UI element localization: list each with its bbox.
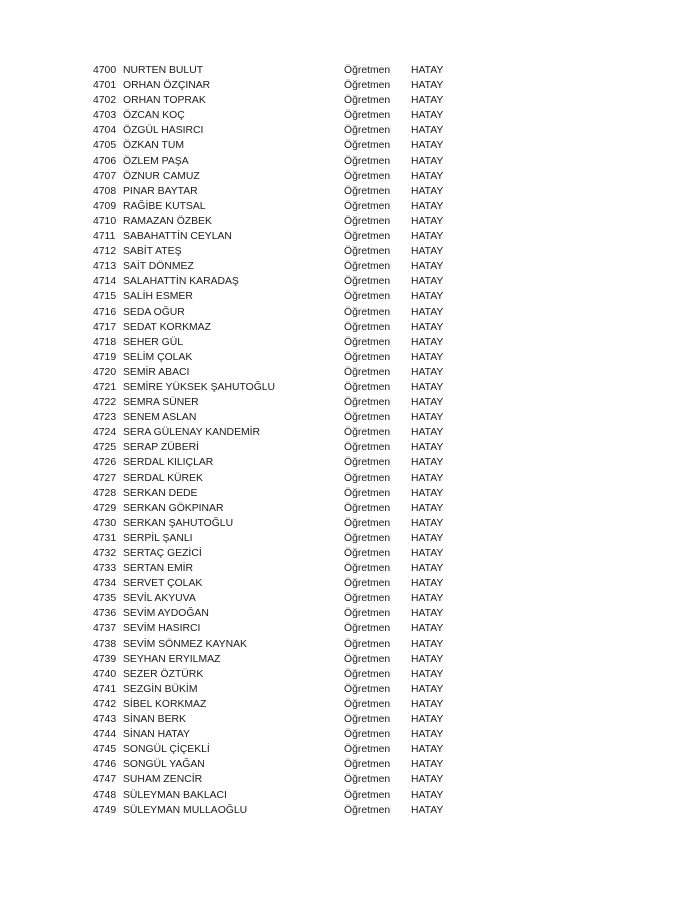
person-title: Öğretmen	[344, 336, 391, 348]
row-number: 4739	[93, 653, 117, 665]
row-number: 4747	[93, 774, 117, 786]
person-city: HATAY	[411, 276, 444, 288]
person-name: SEVİM SÖNMEZ KAYNAK	[123, 638, 247, 650]
row-number: 4714	[93, 276, 117, 288]
person-name: NURTEN BULUT	[123, 65, 204, 76]
person-name: SİNAN BERK	[123, 714, 186, 726]
person-title: Öğretmen	[344, 291, 391, 303]
person-title: Öğretmen	[344, 548, 391, 559]
person-city: HATAY	[411, 291, 444, 303]
person-city: HATAY	[411, 321, 444, 333]
row-number: 4731	[93, 532, 117, 544]
list-item	[93, 637, 473, 652]
list-item	[93, 320, 473, 335]
person-city: HATAY	[411, 140, 444, 152]
person-name: SEMİR ABACI	[123, 366, 190, 378]
list-item	[93, 667, 473, 682]
row-number: 4746	[93, 759, 117, 771]
person-name: SEYHAN ERYILMAZ	[123, 653, 221, 665]
person-title: Öğretmen	[344, 427, 391, 439]
person-title: Öğretmen	[344, 714, 391, 726]
list-item	[93, 576, 473, 591]
person-name: SAİT DÖNMEZ	[123, 261, 194, 273]
person-title: Öğretmen	[344, 95, 391, 107]
person-city: HATAY	[411, 95, 444, 107]
row-number: 4724	[93, 427, 117, 439]
person-name: SERKAN DEDE	[123, 487, 198, 499]
row-number: 4743	[93, 714, 117, 726]
list-item	[93, 531, 473, 546]
person-name: ÖZLEM PAŞA	[123, 155, 189, 167]
person-city: HATAY	[411, 472, 444, 484]
person-name: SABİT ATEŞ	[123, 246, 182, 258]
person-city: HATAY	[411, 668, 444, 680]
row-number: 4748	[93, 789, 117, 801]
list-item	[93, 274, 473, 289]
person-city: HATAY	[411, 744, 444, 756]
person-title: Öğretmen	[344, 80, 391, 92]
row-number: 4704	[93, 125, 117, 137]
list-item	[93, 154, 473, 169]
list-item	[93, 697, 473, 712]
person-city: HATAY	[411, 563, 444, 575]
list-item	[93, 455, 473, 470]
row-number: 4710	[93, 215, 117, 227]
list-item	[93, 501, 473, 516]
personnel-list	[93, 63, 473, 818]
row-number: 4734	[93, 578, 117, 590]
row-number: 4703	[93, 110, 117, 122]
row-number: 4741	[93, 683, 117, 695]
person-city: HATAY	[411, 578, 444, 590]
person-name: SABAHATTİN CEYLAN	[123, 231, 232, 243]
person-name: ÖZNUR CAMUZ	[123, 170, 200, 182]
person-title: Öğretmen	[344, 321, 391, 333]
person-title: Öğretmen	[344, 472, 391, 484]
person-city: HATAY	[411, 487, 444, 499]
person-title: Öğretmen	[344, 170, 391, 182]
person-city: HATAY	[411, 215, 444, 227]
list-item	[93, 365, 473, 380]
person-name: ORHAN ÖZÇINAR	[123, 80, 211, 92]
person-title: Öğretmen	[344, 442, 391, 454]
list-item	[93, 305, 473, 320]
person-city: HATAY	[411, 608, 444, 620]
person-city: HATAY	[411, 336, 444, 348]
row-number: 4738	[93, 638, 117, 650]
list-item	[93, 93, 473, 108]
list-item	[93, 606, 473, 621]
person-title: Öğretmen	[344, 759, 391, 771]
list-item	[93, 440, 473, 455]
person-title: Öğretmen	[344, 246, 391, 258]
person-name: SEHER GÜL	[123, 336, 184, 348]
person-title: Öğretmen	[344, 563, 391, 575]
person-title: Öğretmen	[344, 351, 391, 363]
row-number: 4729	[93, 502, 117, 514]
person-city: HATAY	[411, 155, 444, 167]
person-title: Öğretmen	[344, 110, 391, 122]
row-number: 4749	[93, 804, 117, 816]
person-city: HATAY	[411, 65, 444, 76]
list-item	[93, 259, 473, 274]
person-city: HATAY	[411, 502, 444, 514]
row-number: 4711	[93, 231, 116, 243]
list-item	[93, 395, 473, 410]
person-title: Öğretmen	[344, 200, 391, 212]
list-item	[93, 244, 473, 259]
person-name: ÖZCAN KOÇ	[123, 110, 185, 122]
person-name: SEMİRE YÜKSEK ŞAHUTOĞLU	[123, 381, 276, 393]
row-number: 4717	[93, 321, 117, 333]
row-number: 4712	[93, 246, 117, 258]
person-name: PINAR BAYTAR	[123, 185, 198, 197]
person-title: Öğretmen	[344, 231, 391, 243]
list-item	[93, 138, 473, 153]
person-name: SONGÜL ÇİÇEKLİ	[123, 744, 210, 756]
row-number: 4701	[93, 80, 117, 92]
person-name: SUHAM ZENCİR	[123, 774, 203, 786]
person-name: SEMRA SÜNER	[123, 397, 199, 409]
person-name: RAĞİBE KUTSAL	[123, 200, 206, 212]
person-name: SEVİM AYDOĞAN	[123, 608, 209, 620]
person-title: Öğretmen	[344, 397, 391, 409]
person-title: Öğretmen	[344, 774, 391, 786]
person-title: Öğretmen	[344, 578, 391, 590]
list-item	[93, 380, 473, 395]
list-item	[93, 108, 473, 123]
list-item	[93, 229, 473, 244]
row-number: 4736	[93, 608, 117, 620]
person-city: HATAY	[411, 517, 444, 529]
person-city: HATAY	[411, 774, 444, 786]
person-city: HATAY	[411, 593, 444, 605]
person-name: SERAP ZÜBERİ	[123, 442, 200, 454]
list-item	[93, 184, 473, 199]
person-name: SİBEL KORKMAZ	[123, 698, 207, 710]
person-title: Öğretmen	[344, 744, 391, 756]
row-number: 4735	[93, 593, 117, 605]
person-city: HATAY	[411, 200, 444, 212]
list-item	[93, 652, 473, 667]
list-item	[93, 591, 473, 606]
person-city: HATAY	[411, 714, 444, 726]
person-name: SONGÜL YAĞAN	[123, 759, 205, 771]
list-item	[93, 123, 473, 138]
list-item	[93, 516, 473, 531]
person-city: HATAY	[411, 397, 444, 409]
person-name: SERVET ÇOLAK	[123, 578, 203, 590]
person-city: HATAY	[411, 261, 444, 273]
person-name: SERDAL KILIÇLAR	[123, 457, 214, 469]
row-number: 4728	[93, 487, 117, 499]
list-item	[93, 63, 473, 78]
person-city: HATAY	[411, 548, 444, 559]
row-number: 4723	[93, 412, 117, 424]
person-city: HATAY	[411, 381, 444, 393]
person-title: Öğretmen	[344, 276, 391, 288]
person-title: Öğretmen	[344, 593, 391, 605]
person-city: HATAY	[411, 110, 444, 122]
person-city: HATAY	[411, 231, 444, 243]
row-number: 4715	[93, 291, 117, 303]
row-number: 4740	[93, 668, 117, 680]
person-name: SERKAN GÖKPINAR	[123, 502, 224, 514]
person-city: HATAY	[411, 246, 444, 258]
person-city: HATAY	[411, 759, 444, 771]
person-title: Öğretmen	[344, 532, 391, 544]
list-item	[93, 471, 473, 486]
row-number: 4726	[93, 457, 117, 469]
row-number: 4720	[93, 366, 117, 378]
person-name: SELİM ÇOLAK	[123, 351, 193, 363]
list-item	[93, 757, 473, 772]
row-number: 4700	[93, 65, 117, 76]
row-number: 4721	[93, 381, 117, 393]
person-city: HATAY	[411, 442, 444, 454]
row-number: 4718	[93, 336, 117, 348]
person-name: SEVİM HASIRCI	[123, 623, 201, 635]
person-title: Öğretmen	[344, 789, 391, 801]
row-number: 4709	[93, 200, 117, 212]
list-item	[93, 199, 473, 214]
person-city: HATAY	[411, 804, 444, 816]
person-name: ORHAN TOPRAK	[123, 95, 206, 107]
person-title: Öğretmen	[344, 457, 391, 469]
list-item	[93, 425, 473, 440]
person-city: HATAY	[411, 351, 444, 363]
row-number: 4725	[93, 442, 117, 454]
list-item	[93, 335, 473, 350]
person-city: HATAY	[411, 170, 444, 182]
person-city: HATAY	[411, 638, 444, 650]
row-number: 4733	[93, 563, 117, 575]
person-city: HATAY	[411, 729, 444, 741]
row-number: 4719	[93, 351, 117, 363]
person-city: HATAY	[411, 80, 444, 92]
person-name: SEVİL AKYUVA	[123, 593, 196, 605]
person-title: Öğretmen	[344, 412, 391, 424]
list-item	[93, 788, 473, 803]
person-title: Öğretmen	[344, 804, 391, 816]
person-title: Öğretmen	[344, 125, 391, 137]
person-name: SÜLEYMAN MULLAOĞLU	[123, 804, 248, 816]
list-item	[93, 682, 473, 697]
person-city: HATAY	[411, 366, 444, 378]
person-name: SEZER ÖZTÜRK	[123, 668, 204, 680]
person-title: Öğretmen	[344, 698, 391, 710]
row-number: 4716	[93, 306, 117, 318]
person-title: Öğretmen	[344, 683, 391, 695]
list-item	[93, 410, 473, 425]
person-title: Öğretmen	[344, 215, 391, 227]
list-item	[93, 78, 473, 93]
person-city: HATAY	[411, 125, 444, 137]
person-name: SEDA OĞUR	[123, 306, 185, 318]
person-title: Öğretmen	[344, 487, 391, 499]
person-title: Öğretmen	[344, 608, 391, 620]
person-city: HATAY	[411, 306, 444, 318]
person-title: Öğretmen	[344, 638, 391, 650]
row-number: 4745	[93, 744, 117, 756]
list-item	[93, 727, 473, 742]
person-name: SENEM ASLAN	[123, 412, 197, 424]
row-number: 4706	[93, 155, 117, 167]
row-number: 4708	[93, 185, 117, 197]
list-item	[93, 712, 473, 727]
person-title: Öğretmen	[344, 668, 391, 680]
row-number: 4707	[93, 170, 117, 182]
person-city: HATAY	[411, 412, 444, 424]
person-city: HATAY	[411, 653, 444, 665]
person-name: SERTAN EMİR	[123, 563, 194, 575]
list-item	[93, 621, 473, 636]
person-title: Öğretmen	[344, 623, 391, 635]
person-name: ÖZGÜL HASIRCI	[123, 125, 204, 137]
person-title: Öğretmen	[344, 366, 391, 378]
person-name: ÖZKAN TUM	[123, 140, 184, 152]
person-city: HATAY	[411, 427, 444, 439]
list-item	[93, 486, 473, 501]
person-title: Öğretmen	[344, 155, 391, 167]
person-city: HATAY	[411, 683, 444, 695]
person-name: SİNAN HATAY	[123, 729, 190, 741]
row-number: 4730	[93, 517, 117, 529]
row-number: 4713	[93, 261, 117, 273]
list-item	[93, 169, 473, 184]
list-item	[93, 546, 473, 561]
person-title: Öğretmen	[344, 140, 391, 152]
person-name: SÜLEYMAN BAKLACI	[123, 789, 227, 801]
row-number: 4744	[93, 729, 117, 741]
person-name: SEDAT KORKMAZ	[123, 321, 211, 333]
list-item	[93, 561, 473, 576]
row-number: 4732	[93, 548, 117, 559]
person-city: HATAY	[411, 623, 444, 635]
list-item	[93, 772, 473, 787]
person-name: SERPİL ŞANLI	[123, 532, 193, 544]
list-item	[93, 214, 473, 229]
person-city: HATAY	[411, 185, 444, 197]
person-name: SERKAN ŞAHUTOĞLU	[123, 517, 234, 529]
person-name: SERA GÜLENAY KANDEMİR	[123, 427, 261, 439]
person-city: HATAY	[411, 698, 444, 710]
row-number: 4702	[93, 95, 117, 107]
row-number: 4705	[93, 140, 117, 152]
list-item	[93, 742, 473, 757]
person-city: HATAY	[411, 789, 444, 801]
list-item	[93, 803, 473, 818]
list-item	[93, 350, 473, 365]
person-city: HATAY	[411, 532, 444, 544]
person-name: SERTAÇ GEZİCİ	[123, 548, 202, 559]
row-number: 4737	[93, 623, 117, 635]
person-name: SERDAL KÜREK	[123, 472, 203, 484]
row-number: 4722	[93, 397, 117, 409]
person-city: HATAY	[411, 457, 444, 469]
list-item	[93, 289, 473, 304]
person-name: SEZGİN BÜKİM	[123, 683, 198, 695]
person-name: SALAHATTİN KARADAŞ	[123, 276, 239, 288]
person-title: Öğretmen	[344, 381, 391, 393]
row-number: 4742	[93, 698, 117, 710]
person-title: Öğretmen	[344, 261, 391, 273]
person-title: Öğretmen	[344, 517, 391, 529]
person-title: Öğretmen	[344, 65, 391, 76]
person-title: Öğretmen	[344, 502, 391, 514]
row-number: 4727	[93, 472, 117, 484]
person-name: SALİH ESMER	[123, 291, 193, 303]
person-title: Öğretmen	[344, 306, 391, 318]
person-title: Öğretmen	[344, 729, 391, 741]
person-name: RAMAZAN ÖZBEK	[123, 215, 212, 227]
person-title: Öğretmen	[344, 185, 391, 197]
person-title: Öğretmen	[344, 653, 391, 665]
